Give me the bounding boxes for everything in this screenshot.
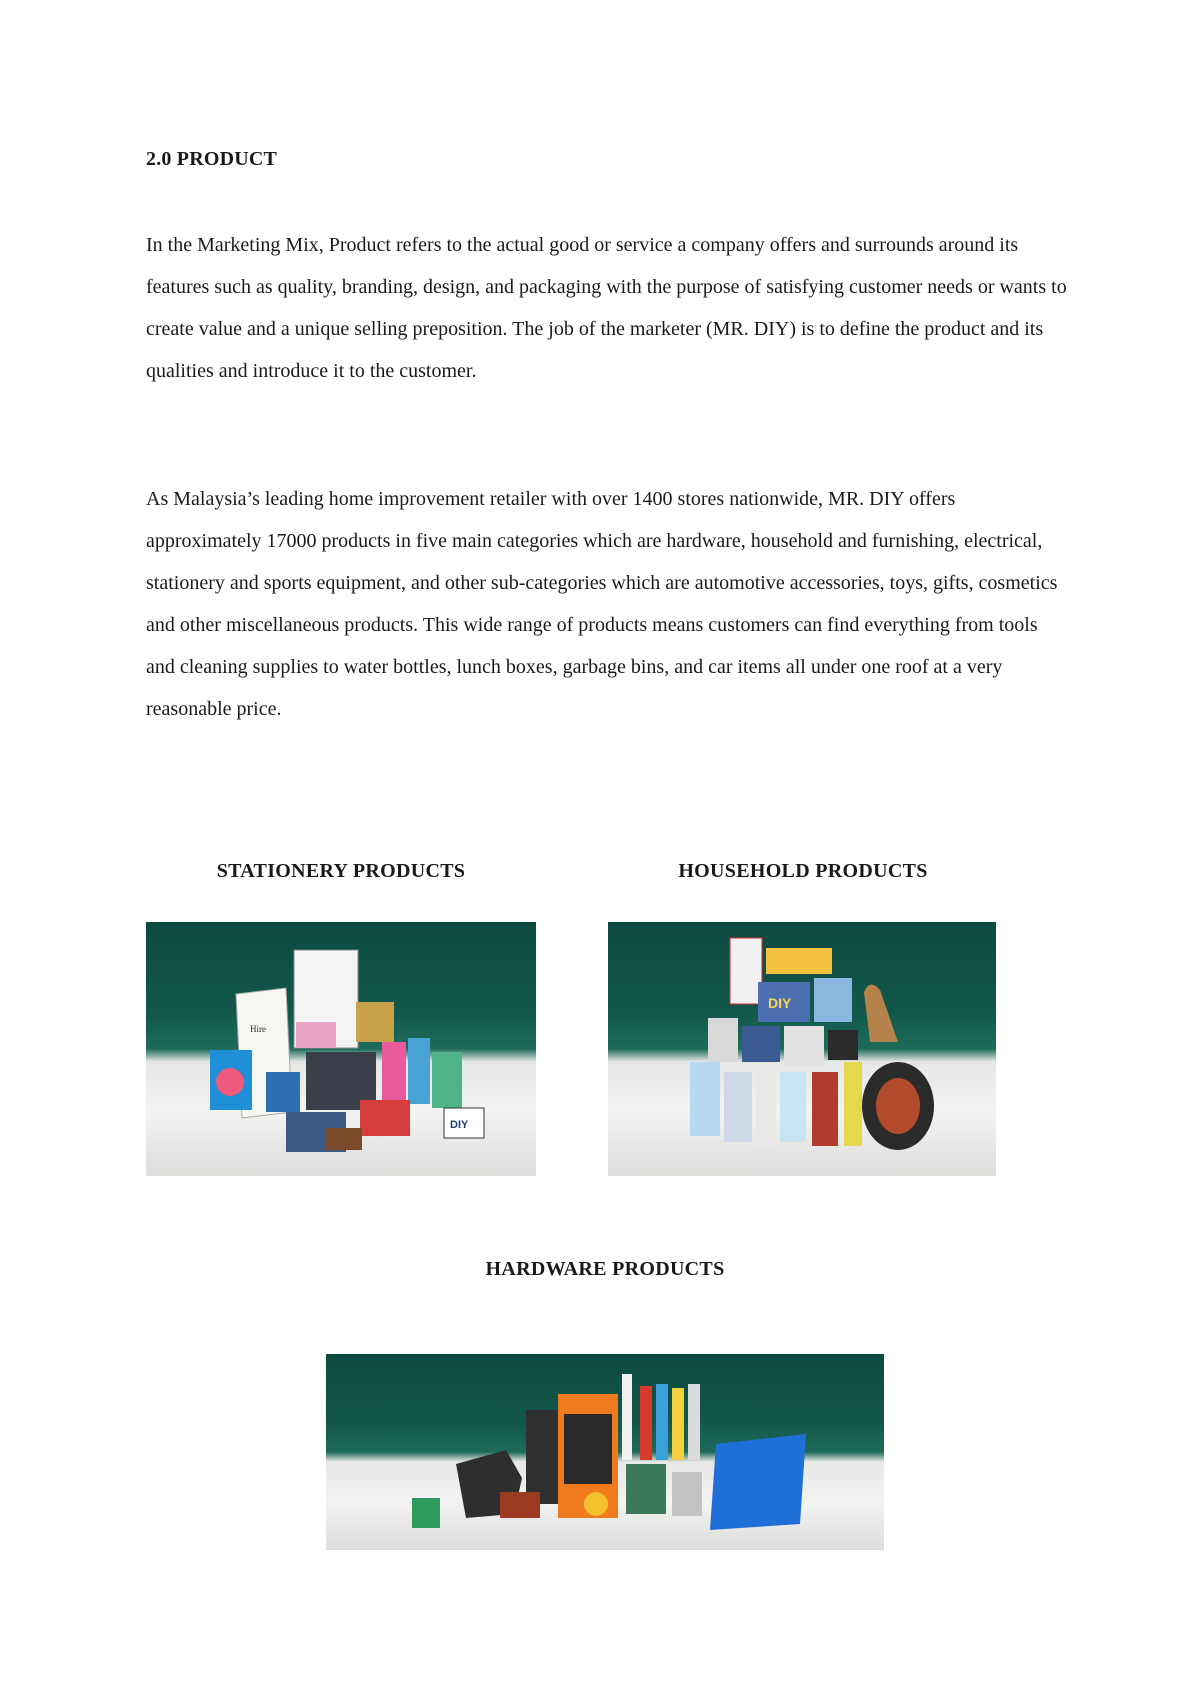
stationery-caption: STATIONERY PRODUCTS	[216, 860, 466, 882]
hardware-caption: HARDWARE PRODUCTS	[485, 1258, 725, 1280]
stationery-products-image	[146, 922, 536, 1176]
hardware-products-image	[326, 1354, 884, 1550]
household-caption: HOUSEHOLD PRODUCTS	[678, 860, 928, 882]
section-heading: 2.0 PRODUCT	[146, 148, 278, 170]
paragraph-marketing-mix: In the Marketing Mix, Product refers to the actual good or service a company offers and surrounds around its features such as quality, branding, design, and packaging with the purpose of satisfying customer needs or wants to create value and a unique selling preposition. The job of the marketer (MR. DIY) is to define the product and its qualities and introduce it to the customer.	[146, 234, 1067, 382]
household-products-illustration	[608, 922, 996, 1176]
svg-text:Hire: Hire	[250, 1024, 266, 1034]
stationery-products-illustration	[146, 922, 536, 1176]
stationery-diy-logo: DIY	[450, 1119, 469, 1131]
household-products-image	[608, 922, 996, 1176]
hardware-products-illustration	[326, 1354, 884, 1550]
paragraph-mr-diy-range: As Malaysia’s leading home improvement retailer with over 1400 stores nationwide, MR. DIY offers approximately 17000 products in five main categories which are hardware, household and furnishing, electrical, stationery and sports equipment, and other sub-categories which are automotive accessories, toys, gifts, cosmetics and other miscellaneous products. This wide range of products means customers can find everything from tools and cleaning supplies to water bottles, lunch boxes, garbage bins, and car items all under one roof at a very reasonable price.	[146, 488, 1058, 720]
household-diy-logo: DIY	[768, 995, 792, 1011]
